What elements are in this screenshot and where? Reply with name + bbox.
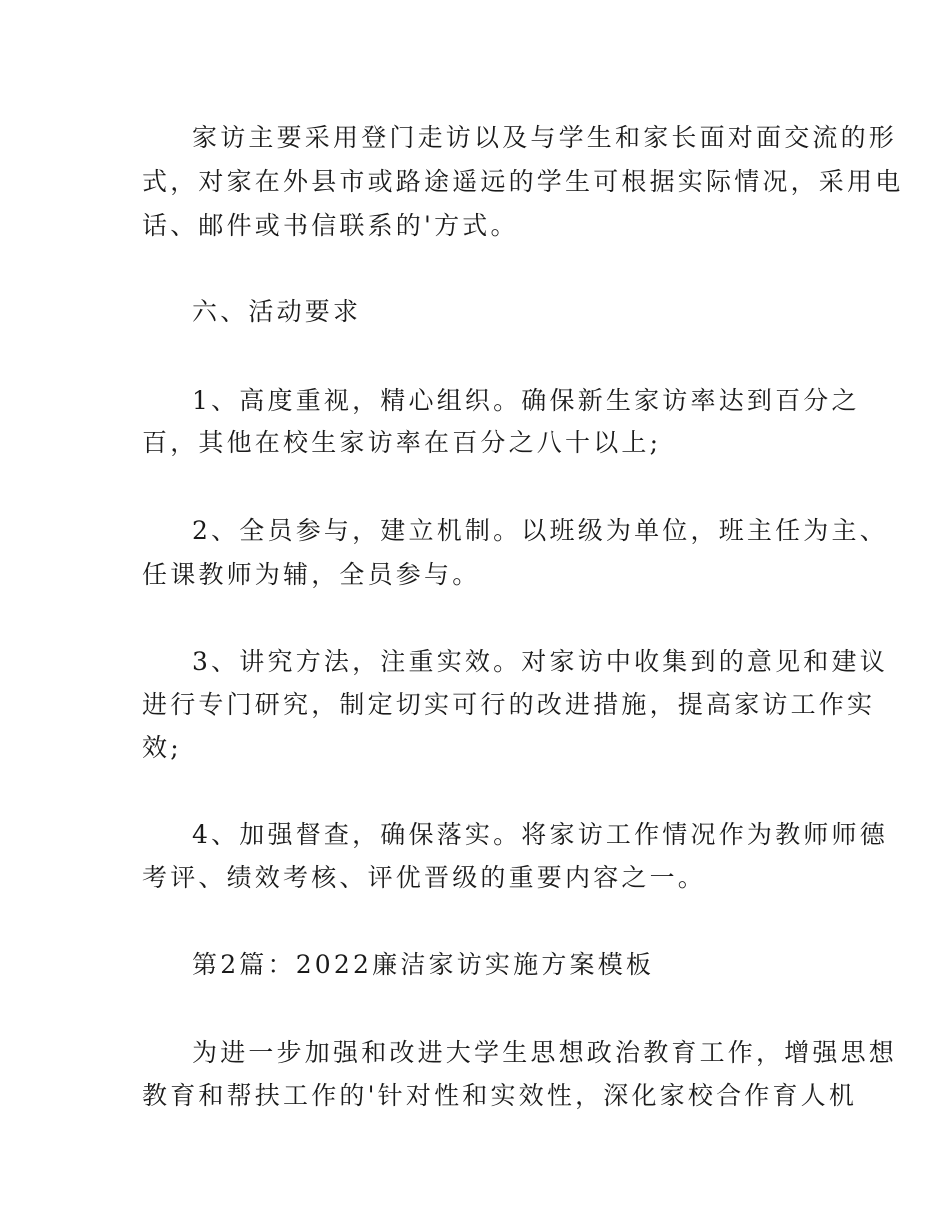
paragraph-line: 话、邮件或书信联系的'方式。 xyxy=(142,211,519,240)
paragraph-line: 为进一步加强和改进大学生思想政治教育工作，增强思想 xyxy=(192,1038,898,1067)
requirement-line: 3、讲究方法，注重实效。对家访中收集到的意见和建议 xyxy=(192,647,888,676)
requirement-line: 任课教师为辅，全员参与。 xyxy=(142,560,481,589)
requirement-line: 考评、绩效考核、评优晋级的重要内容之一。 xyxy=(142,863,707,892)
requirement-line: 百，其他在校生家访率在百分之八十以上; xyxy=(142,428,662,457)
requirement-line: 4、加强督查，确保落实。将家访工作情况作为教师师德 xyxy=(192,820,888,849)
section-heading: 六、活动要求 xyxy=(192,297,362,326)
requirement-line: 效; xyxy=(142,733,182,762)
requirement-line: 1、高度重视，精心组织。确保新生家访率达到百分之 xyxy=(192,386,860,415)
paragraph-line: 家访主要采用登门走访以及与学生和家长面对面交流的形 xyxy=(192,123,898,152)
part-heading: 第2篇：2022廉洁家访实施方案模板 xyxy=(192,950,655,979)
requirement-line: 2、全员参与，建立机制。以班级为单位，班主任为主、 xyxy=(192,516,888,545)
requirement-line: 进行专门研究，制定切实可行的改进措施，提高家访工作实 xyxy=(142,690,876,719)
paragraph-line: 式，对家在外县市或路途遥远的学生可根据实际情况，采用电 xyxy=(142,167,904,196)
paragraph-line: 教育和帮扶工作的'针对性和实效性，深化家校合作育人机 xyxy=(142,1081,858,1110)
